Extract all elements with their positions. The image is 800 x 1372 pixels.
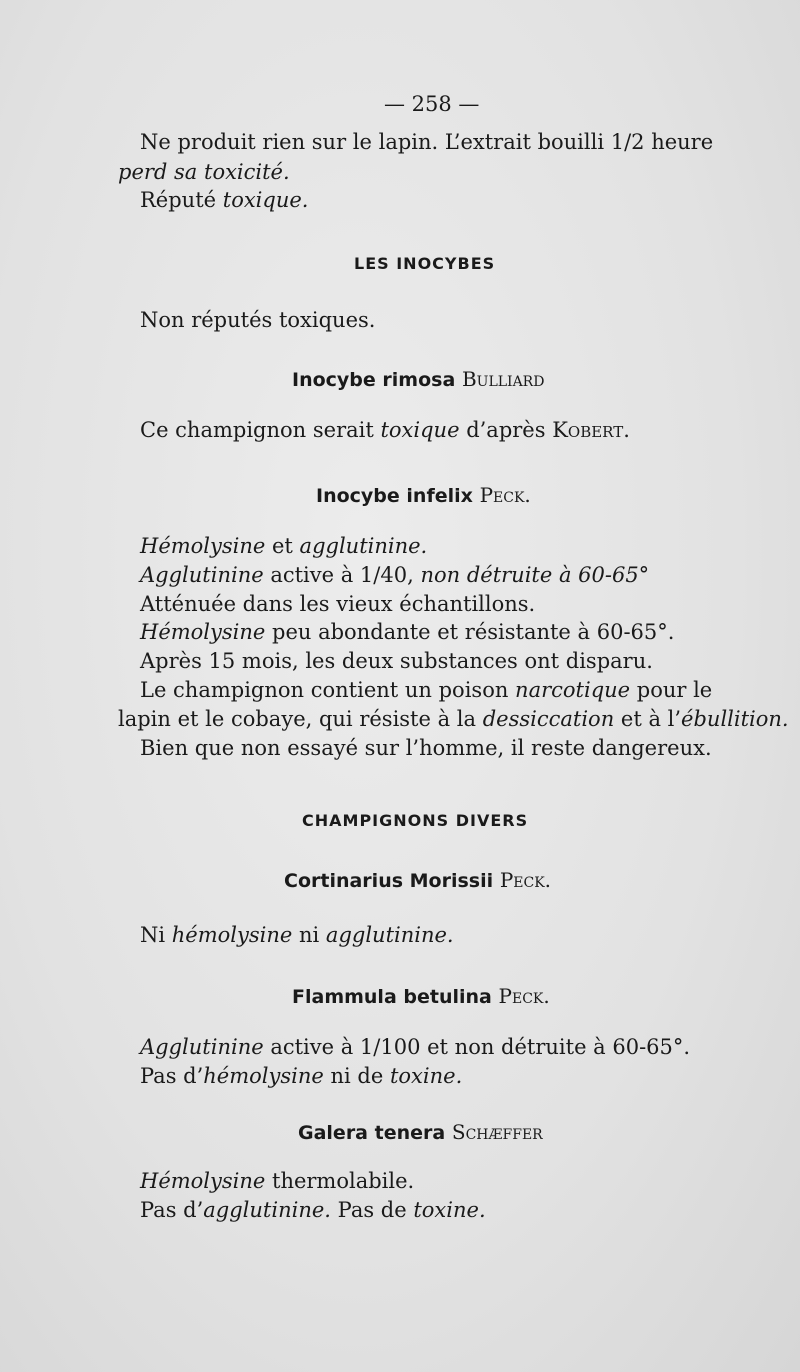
italic-span: dessiccation xyxy=(482,707,615,731)
cortinarius-text xyxy=(140,921,454,949)
infelix-line-8: Bien que non essayé sur l’homme, il reste dangereux. xyxy=(140,736,712,760)
intro-italic-toxique: toxique. xyxy=(222,188,309,212)
text-span: Pas d’ xyxy=(140,1064,204,1088)
infelix-line-1 xyxy=(140,532,427,560)
species-author: Bulliard xyxy=(461,367,545,391)
text-span: et xyxy=(265,534,300,558)
section-note: Non réputés toxiques. xyxy=(140,308,376,332)
italic-span: Agglutinine xyxy=(140,563,264,587)
italic-span: ébullition. xyxy=(681,707,789,731)
text-span: ni xyxy=(292,923,326,947)
text-span: d’après xyxy=(459,418,553,442)
intro-line-1: Ne produit rien sur le lapin. L’extrait bouilli 1/2 heure xyxy=(140,130,714,154)
intro-text: Réputé xyxy=(140,188,223,212)
species-heading-cortinarius xyxy=(284,866,551,895)
italic-span: non détruite à 60-65° xyxy=(420,563,650,587)
italic-span: Agglutinine xyxy=(140,1035,264,1059)
infelix-line-7 xyxy=(118,705,789,733)
species-name: Inocybe infelix xyxy=(316,485,473,507)
galera-line-2 xyxy=(140,1196,486,1224)
section-title-divers: CHAMPIGNONS DIVERS xyxy=(302,811,529,830)
italic-span: Hémolysine xyxy=(140,534,266,558)
italic-span: narcotique xyxy=(515,678,631,702)
infelix-line-2 xyxy=(140,561,649,589)
text-span: thermolabile. xyxy=(265,1169,415,1193)
italic-span: hémolysine xyxy=(171,923,293,947)
section-title-inocybes: LES INOCYBES xyxy=(354,254,496,273)
text-span: Ni xyxy=(140,923,172,947)
italic-span: Hémolysine xyxy=(140,1169,266,1193)
italic-span: toxique xyxy=(380,418,460,442)
intro-italic: perd sa toxicité. xyxy=(118,160,290,184)
italic-span: toxine. xyxy=(389,1064,463,1088)
infelix-line-5: Après 15 mois, les deux substances ont disparu. xyxy=(140,649,653,673)
text-span: lapin et le cobaye, qui résiste à la xyxy=(118,707,483,731)
species-author: Peck. xyxy=(479,483,531,507)
species-heading-galera xyxy=(298,1118,543,1147)
page-number: — 258 — xyxy=(384,92,480,116)
italic-span: hémolysine xyxy=(203,1064,324,1088)
text-span: Ce champignon serait xyxy=(140,418,381,442)
italic-span: agglutinine. xyxy=(203,1198,331,1222)
italic-span: agglutinine. xyxy=(325,923,454,947)
author-ref: Kobert xyxy=(552,418,624,442)
text-span: pour le xyxy=(630,678,713,702)
species-name: Galera tenera xyxy=(298,1122,446,1144)
infelix-line-6 xyxy=(140,676,748,704)
text-span: ni de xyxy=(323,1064,390,1088)
flammula-line-2 xyxy=(140,1062,462,1090)
infelix-line-4 xyxy=(140,618,674,646)
species-author: Peck. xyxy=(499,868,552,892)
species-author: Peck. xyxy=(498,984,550,1008)
infelix-line-3: Atténuée dans les vieux échantillons. xyxy=(140,592,536,616)
italic-span: Hémolysine xyxy=(140,620,266,644)
text-span: active à 1/100 et non détruite à 60-65°. xyxy=(263,1035,691,1059)
text-span: Le champignon contient un poison xyxy=(140,678,516,702)
rimosa-text xyxy=(140,416,630,444)
text-span: peu abondante et résistante à 60-65°. xyxy=(265,620,675,644)
species-name: Cortinarius Morissii xyxy=(284,870,494,892)
italic-span: agglutinine. xyxy=(299,534,428,558)
italic-span: toxine. xyxy=(413,1198,486,1222)
intro-line-2 xyxy=(118,158,290,186)
intro-line-3 xyxy=(140,186,308,214)
galera-line-1 xyxy=(140,1167,414,1195)
text-span: et à l’ xyxy=(614,707,682,731)
species-heading-rimosa xyxy=(292,365,544,394)
species-heading-infelix xyxy=(316,481,531,510)
species-name: Flammula betulina xyxy=(292,986,492,1008)
text-span: Pas d’ xyxy=(140,1198,204,1222)
species-name: Inocybe rimosa xyxy=(292,369,456,391)
flammula-line-1 xyxy=(140,1033,690,1061)
text-span: active à 1/40, xyxy=(263,563,421,587)
species-author: Schæffer xyxy=(451,1120,543,1144)
species-heading-flammula xyxy=(292,982,550,1011)
line-6-text xyxy=(140,676,712,704)
text-span: Pas de xyxy=(330,1198,414,1222)
text-span: . xyxy=(623,418,630,442)
